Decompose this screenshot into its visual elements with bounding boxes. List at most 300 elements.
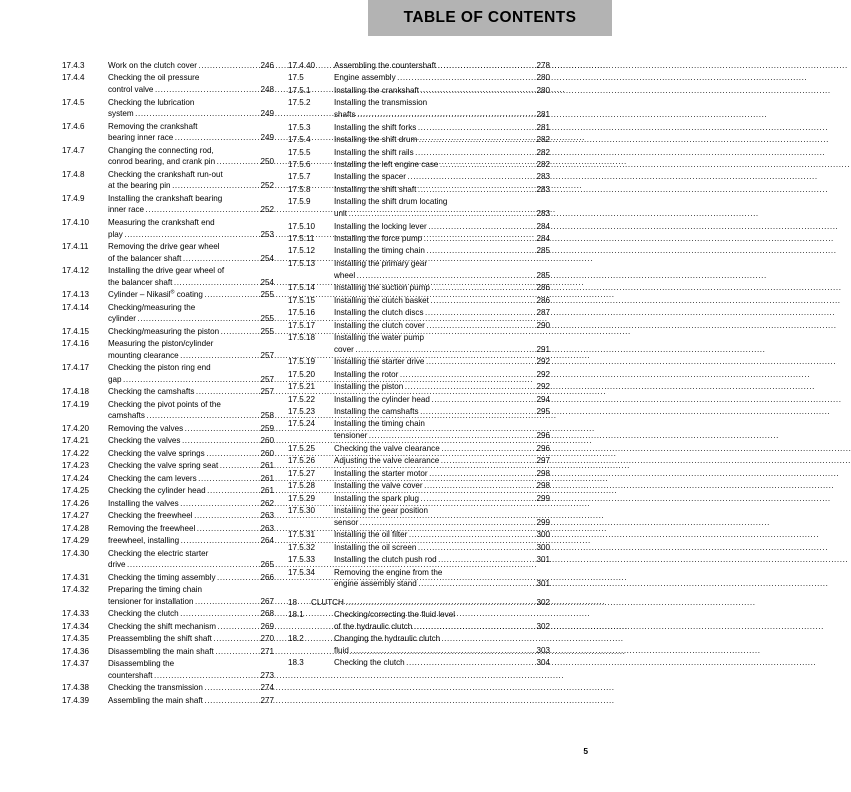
toc-entry[interactable]	[62, 241, 274, 264]
dot-leader	[146, 410, 255, 422]
toc-entry-body	[108, 535, 274, 547]
toc-entry-body	[334, 369, 550, 381]
toc-entry-line	[334, 134, 550, 146]
toc-entry-line	[334, 147, 550, 159]
toc-entry-title: conrod bearing, and crank pin	[108, 157, 216, 167]
toc-entry-line	[108, 241, 274, 253]
toc-entry-line	[108, 72, 274, 84]
toc-entry[interactable]	[288, 455, 550, 467]
toc-entry-number: 17.5.31	[288, 530, 316, 540]
toc-entry-title: Installing the locking lever	[334, 221, 427, 231]
toc-entry[interactable]	[62, 498, 274, 510]
toc-entry[interactable]	[288, 468, 550, 480]
toc-entry-page: 296	[536, 431, 550, 441]
toc-entry[interactable]	[62, 473, 274, 485]
toc-entry-title: Installing the rotor	[334, 369, 399, 379]
toc-entry-page: 267	[260, 596, 274, 606]
toc-entry-number: 17.5.23	[288, 407, 316, 416]
toc-entry-number: 17.5.9	[288, 197, 311, 207]
toc-entry[interactable]	[288, 171, 550, 183]
toc-entry-number: 17.5.1	[288, 85, 311, 95]
toc-entry-number: 17.5.24	[288, 419, 316, 429]
toc-entry[interactable]	[288, 184, 550, 196]
toc-entry-line	[108, 473, 274, 485]
dot-leader	[438, 554, 531, 566]
toc-entry[interactable]	[62, 621, 274, 633]
toc-entry-line	[108, 193, 274, 205]
toc-entry-number: 17.4.31	[62, 572, 90, 582]
toc-entry[interactable]	[288, 332, 550, 355]
toc-entry-body	[334, 320, 550, 332]
toc-entry-page: 283	[536, 184, 550, 194]
toc-entry-number: 17.4.17	[62, 363, 90, 373]
toc-entry[interactable]	[288, 72, 550, 84]
toc-entry[interactable]	[288, 554, 550, 566]
toc-entry-body	[334, 307, 550, 319]
dot-leader	[182, 435, 256, 447]
toc-entry-line	[334, 245, 550, 257]
toc-entry-number: 17.4.33	[62, 609, 90, 619]
toc-entry[interactable]	[62, 338, 274, 361]
toc-entry[interactable]	[62, 633, 274, 645]
toc-entry-page: 246	[260, 61, 274, 70]
toc-entry-title: cylinder	[108, 314, 136, 324]
toc-entry-page: 260	[260, 448, 274, 458]
toc-entry-title: Installing the crankshaft bearing	[108, 193, 223, 203]
dot-leader	[215, 646, 255, 658]
toc-entry-line	[108, 60, 274, 72]
toc-entry[interactable]	[62, 682, 274, 694]
toc-entry-title: Checking the piston ring end	[108, 363, 211, 373]
toc-entry-body	[108, 241, 274, 264]
toc-entry-title: Checking/measuring the	[108, 302, 196, 312]
dot-leader	[180, 498, 255, 510]
toc-entry[interactable]	[288, 657, 550, 669]
dot-leader	[198, 473, 255, 485]
toc-entry-title: Checking the crankshaft run-out	[108, 169, 223, 179]
page-number: 5	[583, 746, 588, 756]
toc-entry-body	[108, 498, 274, 510]
toc-entry-title: Cylinder – Nikasil® coating	[108, 289, 203, 300]
toc-entry[interactable]	[62, 217, 274, 240]
toc-entry[interactable]	[288, 307, 550, 319]
toc-entry-page: 261	[260, 461, 274, 471]
toc-entry-number: 17.4.20	[62, 423, 90, 433]
toc-entry-line	[108, 559, 274, 571]
toc-entry-line	[108, 410, 274, 422]
toc-entry-body	[334, 85, 550, 97]
toc-entry-number: 17.4.27	[62, 511, 90, 521]
toc-entry-title: tensioner for installation	[108, 596, 194, 606]
toc-entry[interactable]	[62, 193, 274, 216]
toc-entry-page: 280	[536, 85, 550, 95]
toc-entry[interactable]	[62, 658, 274, 681]
toc-entry-line	[334, 480, 550, 492]
toc-entry-number: 17.5.15	[288, 295, 316, 305]
toc-entry-body	[108, 646, 274, 658]
toc-entry-title: Adjusting the valve clearance	[334, 456, 440, 466]
toc-entry-title: Installing the clutch push rod	[334, 555, 437, 565]
toc-entry-page: 301	[536, 555, 550, 565]
toc-entry[interactable]	[288, 134, 550, 146]
toc-entry-page: 291	[536, 344, 550, 354]
dot-leader	[206, 448, 255, 460]
toc-entry[interactable]	[62, 302, 274, 325]
toc-entry[interactable]	[288, 505, 550, 528]
toc-entry[interactable]	[288, 529, 550, 541]
toc-entry-body	[108, 485, 274, 497]
toc-entry-title: Checking the shift mechanism	[108, 621, 216, 631]
toc-entry-body	[108, 217, 274, 240]
toc-entry-line	[108, 374, 274, 386]
toc-entry-title: fluid	[334, 645, 349, 655]
dot-leader	[221, 326, 256, 338]
toc-entry-title: Installing the clutch basket	[334, 295, 429, 305]
toc-entry[interactable]	[288, 147, 550, 159]
toc-entry-title: Checking the transmission	[108, 683, 203, 693]
toc-entry-title: Installing the primary gear	[334, 258, 428, 268]
toc-entry-line	[108, 169, 274, 181]
toc-entry-page: 301	[536, 579, 550, 589]
toc-entry-body	[108, 473, 274, 485]
toc-entry[interactable]	[62, 326, 274, 338]
toc-entry-title: bearing inner race	[108, 133, 174, 143]
toc-entry[interactable]	[288, 633, 550, 656]
toc-entry-line	[334, 381, 550, 393]
toc-entry[interactable]	[288, 542, 550, 554]
toc-entry-number: 17.5.20	[288, 369, 316, 379]
toc-entry-page: 282	[536, 147, 550, 157]
toc-entry-page: 295	[536, 407, 550, 416]
toc-entry-body	[334, 159, 550, 171]
toc-entry-title: Installing the timing chain	[334, 419, 425, 429]
toc-entry-title: CLUTCH	[311, 597, 344, 607]
toc-entry-title: Checking the cam levers	[108, 473, 197, 483]
toc-entry[interactable]	[62, 485, 274, 497]
toc-entry[interactable]	[288, 480, 550, 492]
toc-entry-number: 17.5.5	[288, 147, 311, 157]
toc-entry[interactable]	[62, 145, 274, 168]
toc-entry[interactable]	[288, 221, 550, 233]
toc-entry-body	[334, 258, 550, 281]
toc-entry-body	[334, 332, 550, 355]
toc-entry-body	[334, 633, 550, 656]
toc-entry[interactable]	[62, 460, 274, 472]
toc-entry-number: 17.4.15	[62, 326, 90, 336]
toc-entry-line	[311, 597, 550, 609]
toc-entry[interactable]	[288, 295, 550, 307]
toc-entry[interactable]	[62, 265, 274, 288]
toc-entry-number: 17.5.28	[288, 481, 316, 491]
toc-entry-number: 17.5.3	[288, 122, 311, 132]
toc-entry[interactable]	[62, 535, 274, 547]
toc-entry[interactable]	[62, 362, 274, 385]
toc-entry-title: Disassembling the	[108, 659, 175, 669]
toc-entry-number: 17.5.10	[288, 221, 316, 231]
toc-entry-number: 17.4.6	[62, 121, 85, 131]
toc-entry-page: 300	[536, 530, 550, 540]
toc-entry-page: 258	[260, 411, 274, 421]
toc-entry-page: 261	[260, 473, 274, 483]
toc-entry-body	[108, 510, 274, 522]
toc-entry-page: 281	[536, 110, 550, 120]
toc-entry-number: 17.5.21	[288, 382, 316, 392]
toc-entry[interactable]	[62, 72, 274, 95]
toc-entry[interactable]	[288, 609, 550, 632]
dot-leader	[197, 523, 256, 535]
toc-entry-page: 248	[260, 85, 274, 95]
toc-entry-line	[334, 221, 550, 233]
toc-entry[interactable]	[62, 169, 274, 192]
toc-entry-body	[108, 399, 274, 422]
toc-entry-line	[334, 455, 550, 467]
toc-entry[interactable]	[62, 386, 274, 398]
toc-entry-line	[108, 338, 274, 350]
toc-entry-page: 283	[536, 209, 550, 219]
toc-entry[interactable]	[288, 85, 550, 97]
toc-entry-page: 286	[536, 283, 550, 293]
toc-entry-line	[334, 468, 550, 480]
dot-leader	[355, 344, 531, 356]
toc-entry-line	[334, 258, 550, 270]
toc-entry-page: 268	[260, 609, 274, 619]
toc-entry[interactable]	[288, 369, 550, 381]
toc-entry-title: Disassembling the main shaft	[108, 646, 214, 656]
toc-entry[interactable]	[288, 381, 550, 393]
toc-entry-title: Installing the piston	[334, 382, 404, 392]
toc-entry[interactable]	[288, 567, 550, 590]
toc-entry[interactable]	[62, 608, 274, 620]
toc-entry-title: Installing the shift rails	[334, 147, 414, 157]
toc-entry-line	[334, 554, 550, 566]
toc-entry-line	[108, 302, 274, 314]
toc-entry-page: 255	[260, 326, 274, 336]
dot-leader	[217, 572, 255, 584]
toc-entry-line	[108, 523, 274, 535]
toc-entry-number: 17.4.32	[62, 585, 90, 595]
toc-entry-number: 17.4.37	[62, 659, 90, 669]
dot-leader	[198, 60, 255, 72]
toc-entry-page: 254	[260, 253, 274, 263]
toc-entry-line	[334, 122, 550, 134]
toc-entry-title: freewheel, installing	[108, 536, 180, 546]
toc-entry-title: Installing the clutch cover	[334, 320, 425, 330]
toc-entry-title: Changing the connecting rod,	[108, 145, 214, 155]
toc-entry-page: 250	[260, 157, 274, 167]
toc-entry-body	[108, 658, 274, 681]
toc-entry[interactable]	[62, 510, 274, 522]
toc-entry-title: Removing the freewheel	[108, 523, 196, 533]
toc-entry-line	[334, 430, 550, 442]
toc-entry-line	[334, 406, 550, 418]
dot-leader	[426, 320, 531, 332]
toc-entry-number: 17.4.40	[288, 61, 316, 70]
toc-entry-body	[108, 682, 274, 694]
dot-leader	[418, 578, 531, 590]
toc-entry-line	[108, 84, 274, 96]
dot-leader	[441, 455, 532, 467]
toc-entry-page: 257	[260, 374, 274, 384]
toc-entry[interactable]	[62, 121, 274, 144]
toc-entry-number: 17.4.23	[62, 461, 90, 471]
toc-entry-number: 17.5.17	[288, 320, 316, 330]
toc-entry[interactable]	[62, 523, 274, 535]
toc-entry-title: Assembling the main shaft	[108, 695, 203, 705]
toc-entry-body	[334, 609, 550, 632]
registered-trademark-icon: ®	[170, 289, 175, 296]
toc-entry[interactable]	[62, 289, 274, 301]
toc-entry[interactable]	[288, 258, 550, 281]
toc-entry-line	[108, 108, 274, 120]
dot-leader	[409, 529, 532, 541]
toc-entry-number: 17.4.9	[62, 193, 85, 203]
toc-entry-body	[108, 548, 274, 571]
toc-entry-page: 296	[536, 443, 550, 453]
toc-entry[interactable]	[288, 394, 550, 406]
toc-entry-number: 17.5.6	[288, 159, 311, 169]
toc-entry[interactable]	[288, 97, 550, 120]
toc-entry[interactable]	[288, 356, 550, 368]
toc-entry-page: 282	[536, 159, 550, 169]
toc-entry-body	[334, 455, 550, 467]
toc-entry-number: 17.5.26	[288, 456, 316, 466]
toc-entry-number: 17.5.29	[288, 493, 316, 503]
toc-entry[interactable]	[288, 245, 550, 257]
dot-leader	[174, 277, 256, 289]
toc-entry[interactable]	[62, 399, 274, 422]
toc-entry-title: Installing the cylinder head	[334, 394, 430, 404]
toc-entry-line	[334, 542, 550, 554]
toc-entry-page: 283	[536, 172, 550, 182]
toc-entry[interactable]	[62, 548, 274, 571]
toc-entry-line	[334, 394, 550, 406]
toc-entry-body	[334, 221, 550, 233]
toc-entry[interactable]	[288, 493, 550, 505]
toc-entry-line	[334, 196, 550, 208]
dot-leader	[357, 109, 531, 121]
dot-leader	[440, 159, 532, 171]
toc-entry-title: Installing the oil screen	[334, 542, 417, 552]
toc-entry-body	[334, 394, 550, 406]
dot-leader	[135, 108, 255, 120]
toc-entry-line	[334, 159, 550, 171]
toc-entry-title: the balancer shaft	[108, 277, 173, 287]
toc-entry-line	[108, 145, 274, 157]
toc-entry-page: 266	[260, 572, 274, 582]
toc-entry-body	[334, 295, 550, 307]
toc-entry-title: Preassembling the shift shaft	[108, 634, 212, 644]
toc-entry-title: Installing the starter drive	[334, 357, 425, 367]
toc-entry[interactable]	[288, 60, 550, 72]
toc-entry-line	[108, 386, 274, 398]
dot-leader	[124, 229, 255, 241]
toc-entry[interactable]	[62, 448, 274, 460]
toc-entry-page: 292	[536, 357, 550, 367]
toc-entry-line	[108, 633, 274, 645]
toc-entry-title: Measuring the piston/cylinder	[108, 339, 214, 349]
dot-leader	[360, 517, 532, 529]
toc-entry-line	[108, 682, 274, 694]
toc-entry[interactable]	[288, 122, 550, 134]
toc-entry[interactable]	[62, 435, 274, 447]
toc-entry[interactable]	[288, 443, 550, 455]
toc-entry-body	[334, 657, 550, 669]
toc-entry[interactable]	[62, 584, 274, 607]
toc-entry-page: 281	[536, 122, 550, 132]
toc-entry-number: 17.5.30	[288, 505, 316, 515]
toc-entry[interactable]	[62, 97, 274, 120]
toc-entry-title: Installing the clutch discs	[334, 308, 424, 318]
toc-entry-page: 303	[536, 645, 550, 655]
toc-entry-line	[334, 109, 550, 121]
toc-entry-body	[334, 381, 550, 393]
toc-entry-title: Installing the transmission	[334, 98, 428, 108]
toc-entry-body	[108, 326, 274, 338]
toc-entry-page: 292	[536, 382, 550, 392]
dot-leader	[345, 597, 531, 609]
dot-leader	[137, 313, 255, 325]
toc-entry[interactable]	[62, 423, 274, 435]
toc-entry[interactable]	[62, 646, 274, 658]
dot-leader	[428, 221, 531, 233]
toc-entry[interactable]	[288, 418, 550, 441]
toc-entry-page: 302	[536, 621, 550, 631]
toc-entry[interactable]	[288, 597, 550, 609]
toc-entry-body	[108, 145, 274, 168]
toc-entry-page: 249	[260, 133, 274, 143]
toc-entry-title: Installing the force pump	[334, 234, 423, 243]
toc-entry[interactable]	[288, 282, 550, 294]
toc-entry-body	[334, 443, 550, 455]
toc-entry-number: 17.4.11	[62, 242, 89, 252]
toc-entry-number: 17.4.3	[62, 61, 85, 70]
toc-entry-number: 17.4.4	[62, 73, 85, 83]
dot-leader	[207, 485, 255, 497]
toc-entry[interactable]	[288, 406, 550, 418]
toc-entry-line	[334, 645, 550, 657]
toc-entry-number: 17.4.22	[62, 448, 90, 458]
toc-entry-line	[108, 350, 274, 362]
toc-entry-body	[108, 121, 274, 144]
toc-entry-line	[334, 633, 550, 645]
toc-entry-body	[334, 282, 550, 294]
dot-leader	[424, 233, 532, 245]
toc-entry-page: 299	[536, 493, 550, 503]
dot-leader	[429, 468, 531, 480]
toc-entry[interactable]	[62, 60, 274, 72]
toc-entry-line	[334, 493, 550, 505]
toc-entry[interactable]	[62, 572, 274, 584]
dot-leader	[418, 184, 532, 196]
toc-entry-page: 284	[536, 221, 550, 231]
toc-entry[interactable]	[288, 233, 550, 245]
toc-entry-line	[334, 609, 550, 621]
toc-entry-line	[108, 621, 274, 633]
toc-entry[interactable]	[288, 196, 550, 219]
toc-entry-number: 17.4.39	[62, 695, 90, 705]
dot-leader	[405, 381, 532, 393]
toc-entry[interactable]	[62, 695, 274, 707]
toc-entry-page: 264	[260, 536, 274, 546]
toc-entry-title: Removing the crankshaft	[108, 121, 198, 131]
toc-entry-page: 290	[536, 320, 550, 330]
toc-entry[interactable]	[288, 320, 550, 332]
toc-entry-line	[334, 332, 550, 344]
toc-entry-number: 17.4.13	[62, 290, 90, 300]
toc-entry-page: 255	[260, 314, 274, 324]
toc-entry-page: 252	[260, 205, 274, 215]
toc-entry[interactable]	[288, 159, 550, 171]
